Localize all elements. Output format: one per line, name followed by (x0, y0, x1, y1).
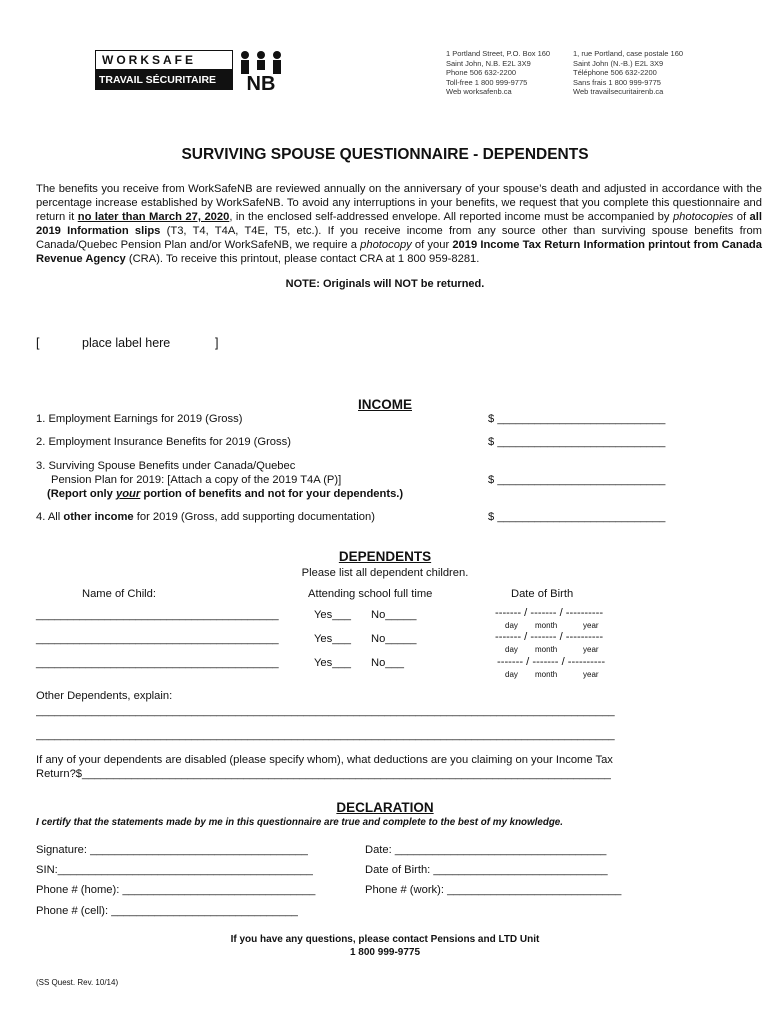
dependents-subtitle: Please list all dependent children. (301, 567, 469, 579)
note-text: portion of benefits and not for your dependents.) (140, 488, 404, 500)
contact-footer (0, 933, 770, 959)
sin-field[interactable]: SIN:_________________________________________ (36, 864, 313, 876)
address-line: 1, rue Portland, case postale 160 (573, 49, 684, 58)
child-name-field[interactable]: _______________________________________ (36, 609, 279, 621)
school-yes-field[interactable]: Yes___ (314, 609, 351, 621)
other-dependents-field-1[interactable]: _____________________________________________________________________________________________ (36, 705, 615, 717)
photocopies-text: photocopies (672, 211, 734, 223)
label-bracket-open: [ (36, 336, 40, 350)
slips-text: all 2019 Information slips (36, 211, 762, 237)
school-no-field[interactable]: No_____ (371, 633, 417, 645)
address-line: 1 Portland Street, P.O. Box 160 (446, 49, 551, 58)
item-text: 4. All (36, 511, 64, 523)
intro-text: (T3, T4, T4A, T4E, T5, etc.). If you receive income from any source other than surviving spouse benefits from Canada/Quebec Pension Plan and/or WorkSafeNB, we require a (36, 225, 763, 251)
label-placeholder-text: place label here (82, 336, 171, 350)
address-french (573, 49, 683, 97)
dob-day-label: day (505, 670, 518, 679)
form-revision: (SS Quest. Rev. 10/14) (36, 978, 119, 987)
col-name-of-child: Name of Child: (82, 588, 156, 600)
deadline-text: no later than March 27, 2020 (77, 211, 230, 223)
address-line: Web worksafenb.ca (446, 87, 512, 96)
income-item-4 (36, 510, 375, 524)
col-attending-school: Attending school full time (308, 588, 433, 600)
intro-text: of your (411, 239, 453, 251)
school-yes-field[interactable]: Yes___ (314, 657, 351, 669)
logo-worksafe-text: WORKSAFE (95, 50, 233, 70)
address-line: Saint John, N.B. E2L 3X9 (446, 58, 531, 68)
disabled-question: If any of your dependents are disabled (please specify whom), what deductions are you claiming on your Income Tax (36, 754, 613, 766)
dob-year-label: year (583, 645, 599, 654)
other-dependents-field-2[interactable]: _____________________________________________________________________________________________ (36, 729, 615, 741)
income-item-3 (36, 459, 403, 501)
date-field[interactable]: Date: __________________________________ (365, 844, 607, 856)
other-dependents-label: Other Dependents, explain: (36, 690, 173, 702)
logo-travail-text: TRAVAIL SÉCURITAIRE (95, 70, 233, 90)
dob-month-label: month (535, 621, 558, 630)
signature-field[interactable]: Signature: ___________________________________ (36, 844, 308, 856)
intro-paragraph (36, 182, 762, 266)
dob-month-label: month (535, 670, 558, 679)
income-item-3-line: 3. Surviving Spouse Benefits under Canada/Quebec (36, 460, 296, 472)
dependents-heading: DEPENDENTS (338, 549, 432, 564)
dob-year-label: year (583, 621, 599, 630)
dob-month-label: month (535, 645, 558, 654)
school-no-field[interactable]: No_____ (371, 609, 417, 621)
income-item-2: 2. Employment Insurance Benefits for 2019 (Gross) (36, 436, 291, 448)
your-text: your (116, 488, 141, 500)
intro-text: , in the enclosed self-addressed envelope. All reported income must be accompanied by (229, 211, 673, 223)
printout-text: 2019 Income Tax Return Information printout from Canada Revenue Agency (36, 239, 762, 265)
income-field-2[interactable]: $ ___________________________ (488, 436, 666, 448)
address-english (446, 49, 550, 97)
income-item-3-line: Pension Plan for 2019: [Attach a copy of the 2019 T4A (P)] (51, 474, 342, 486)
dob-day-label: day (505, 621, 518, 630)
worksafenb-logo (95, 50, 290, 92)
declaration-statement: I certify that the statements made by me in this questionnaire are true and complete to the best of my knowledge. (36, 817, 563, 828)
child-name-field[interactable]: _______________________________________ (36, 633, 279, 645)
child-name-field[interactable]: _______________________________________ (36, 657, 279, 669)
income-item-3-note (36, 487, 403, 501)
item-text: for 2019 (Gross, add supporting documentation) (133, 511, 375, 523)
date-of-birth-field[interactable]: Date of Birth: ____________________________ (365, 864, 608, 876)
dob-field[interactable]: ------- / ------- / ---------- (495, 607, 604, 619)
note-text: (Report only (47, 488, 116, 500)
income-item-1: 1. Employment Earnings for 2019 (Gross) (36, 413, 243, 425)
originals-note: NOTE: Originals will NOT be returned. (285, 278, 485, 290)
other-income-text: other income (63, 511, 134, 523)
address-line: Téléphone 506 632-2200 (573, 68, 657, 77)
address-line: Toll-free 1 800 999-9775 (446, 77, 528, 87)
intro-text: The benefits you receive from WorkSafeNB are reviewed annually on the anniversary of your spouse’s death and adjusted in accordance with the percentage increase established by WorkSafeNB. To avoid any interruptions in your benefits, we request that you complete this questionnaire and return it (36, 183, 762, 223)
income-field-4[interactable]: $ ___________________________ (488, 511, 666, 523)
disabled-field[interactable]: Return?$_____________________________________________________________________________________ (36, 768, 611, 780)
logo-figures-icon (235, 50, 287, 92)
page-title: SURVIVING SPOUSE QUESTIONNAIRE - DEPENDENTS (181, 146, 589, 163)
address-line: Web travailsecuritairenb.ca (573, 87, 664, 96)
col-date-of-birth: Date of Birth (511, 588, 574, 600)
dob-year-label: year (583, 670, 599, 679)
phone-home-field[interactable]: Phone # (home): _______________________________ (36, 884, 316, 896)
income-heading: INCOME (358, 397, 412, 412)
address-line: Sans frais 1 800 999-9775 (573, 77, 661, 87)
address-line: Saint John (N.-B.) E2L 3X9 (573, 58, 664, 68)
contact-phone: 1 800 999-9775 (349, 947, 421, 958)
intro-text: of (733, 211, 750, 223)
contact-text: If you have any questions, please contact Pensions and LTD Unit (230, 934, 540, 945)
school-no-field[interactable]: No___ (371, 657, 404, 669)
address-line: Phone 506 632-2200 (446, 68, 517, 77)
declaration-heading: DECLARATION (336, 800, 434, 815)
dob-field[interactable]: ------- / ------- / ---------- (497, 656, 606, 668)
intro-text: (CRA). To receive this printout, please contact CRA at 1 800 959-8281. (125, 253, 480, 265)
dob-field[interactable]: ------- / ------- / ---------- (495, 631, 604, 643)
phone-work-field[interactable]: Phone # (work): ____________________________ (365, 884, 622, 896)
phone-cell-field[interactable]: Phone # (cell): ______________________________ (36, 905, 298, 917)
logo-nb-text: NB (246, 73, 276, 92)
income-field-3[interactable]: $ ___________________________ (488, 474, 666, 486)
label-bracket-close: ] (215, 336, 219, 350)
income-field-1[interactable]: $ ___________________________ (488, 413, 666, 425)
photocopy-text: photocopy (360, 239, 412, 251)
dob-day-label: day (505, 645, 518, 654)
school-yes-field[interactable]: Yes___ (314, 633, 351, 645)
